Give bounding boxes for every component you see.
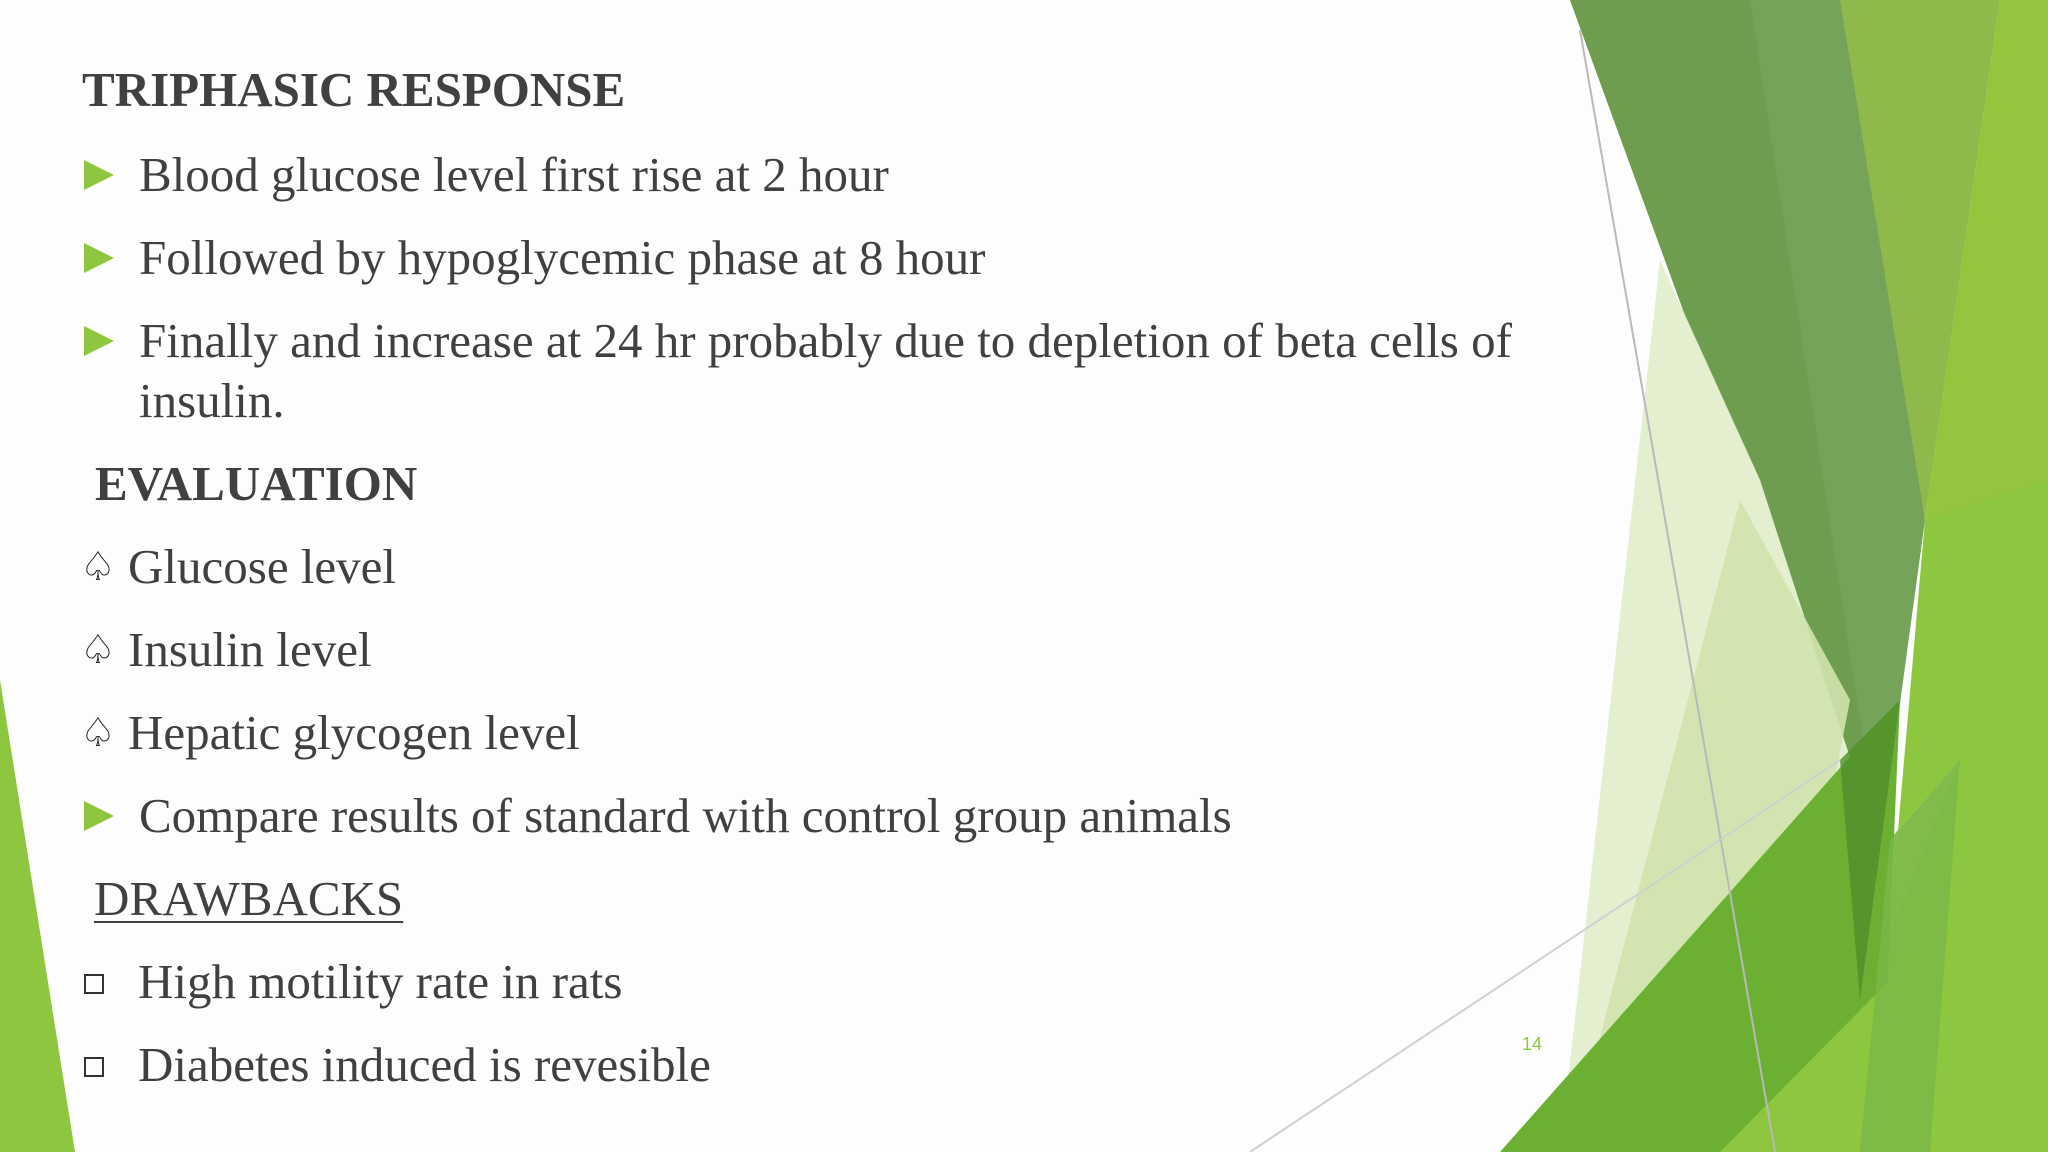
spade-outline-icon: ♤ <box>80 544 116 590</box>
bullet-item-text: Followed by hypoglycemic phase at 8 hour <box>139 230 986 285</box>
empty-square-icon <box>84 974 104 994</box>
empty-square-icon <box>84 1057 104 1077</box>
spade-outline-icon: ♤ <box>80 627 116 673</box>
evaluation-item: Hepatic glycogen level <box>128 705 580 760</box>
bullet-item-text: Blood glucose level first rise at 2 hour <box>139 147 889 202</box>
bullet-item-text: Finally and increase at 24 hr probably due to depletion of beta cells of <box>139 313 1512 368</box>
drawback-item: Diabetes induced is revesible <box>138 1037 711 1092</box>
heading-drawbacks: DRAWBACKS <box>94 871 404 926</box>
page-number: 14 <box>1522 1034 1543 1054</box>
heading-triphasic-response: TRIPHASIC RESPONSE <box>82 62 626 117</box>
triangle-right-icon <box>84 160 114 190</box>
triangle-right-icon <box>84 801 114 831</box>
evaluation-item: Glucose level <box>128 539 397 594</box>
evaluation-item: Insulin level <box>128 622 372 677</box>
bullet-item-text: Compare results of standard with control group animals <box>139 788 1232 843</box>
heading-evaluation: EVALUATION <box>95 456 418 511</box>
spade-outline-icon: ♤ <box>80 710 116 756</box>
triangle-right-icon <box>84 326 114 356</box>
bullet-item-text-continuation: insulin. <box>139 373 285 428</box>
drawback-item: High motility rate in rats <box>138 954 623 1009</box>
triangle-right-icon <box>84 243 114 273</box>
